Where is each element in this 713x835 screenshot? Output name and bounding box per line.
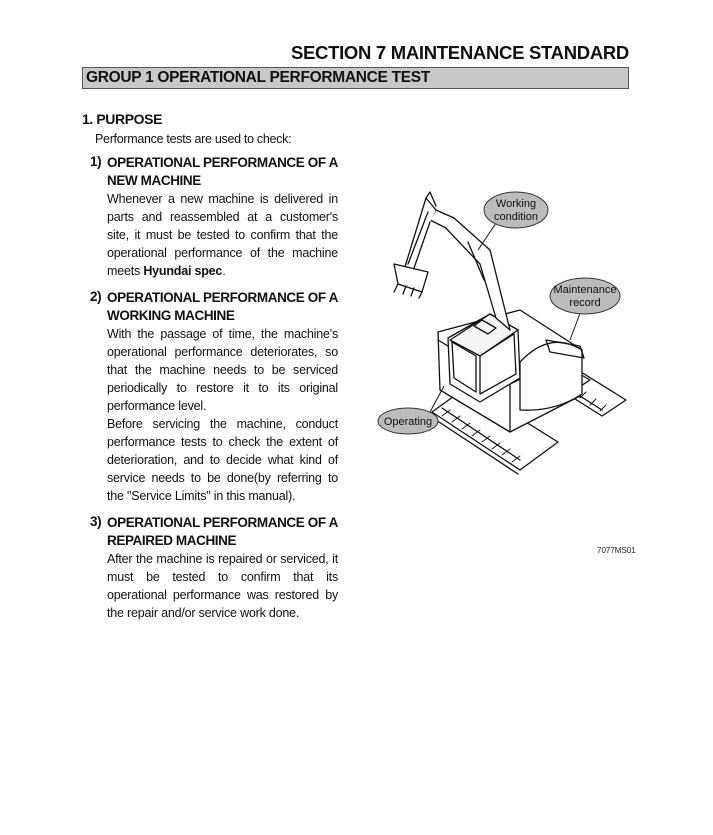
- item-body: After the machine is repaired or serviced, it must be tested to confirm that its operational performance was restored by the repair and/or service work done.: [107, 552, 338, 620]
- item-number: 2): [90, 289, 102, 304]
- boom: [442, 218, 510, 330]
- excavator-illustration: [370, 180, 635, 480]
- item-body-emphasis: Hyundai spec: [143, 264, 223, 278]
- callout-working-line2: condition: [493, 211, 539, 223]
- callout-operating: [378, 408, 438, 434]
- callout-working-condition: [484, 192, 548, 228]
- item-new-machine: [90, 154, 338, 280]
- item-number: 3): [90, 514, 102, 529]
- item-heading: OPERATIONAL PERFORMANCE OF A REPAIRED MACHINE: [107, 515, 338, 548]
- item-number: 1): [90, 154, 102, 169]
- callout-working-leader: [478, 220, 498, 250]
- callout-working-line1: Working: [495, 198, 537, 210]
- item-paragraph: Before servicing the machine, conduct performance tests to check the extent of deterioration, and to decide what kind of service needs to be done(by referring to the "Service Limits" in this manual).: [107, 417, 338, 503]
- item-body: [107, 325, 338, 505]
- group-title-bar: GROUP 1 OPERATIONAL PERFORMANCE TEST: [82, 67, 629, 89]
- callout-maintenance-line2: record: [569, 297, 601, 309]
- purpose-heading: 1. PURPOSE: [82, 111, 163, 127]
- section-title: SECTION 7 MAINTENANCE STANDARD: [290, 42, 629, 63]
- item-body-end: .: [222, 264, 226, 278]
- figure-code: 7077MS01: [597, 546, 636, 555]
- item-repaired-machine: [90, 514, 338, 622]
- item-heading: OPERATIONAL PERFORMANCE OF A NEW MACHINE: [107, 155, 338, 188]
- item-body-text: Whenever a new machine is delivered in parts and reassembled at a customer's site, it must be tested to confirm that the operational performance of the machine meets: [107, 192, 338, 278]
- callout-operating-text: Operating: [383, 416, 433, 428]
- callout-maintenance-record: [550, 278, 620, 314]
- purpose-intro: Performance tests are used to check:: [95, 132, 292, 146]
- bucket: [394, 264, 428, 292]
- callout-maintenance-line1: Maintenance: [553, 284, 617, 296]
- item-heading: OPERATIONAL PERFORMANCE OF A WORKING MACHINE: [107, 290, 338, 323]
- item-paragraph: With the passage of time, the machine's operational performance deteriorates, so that the machine needs to be serviced periodically to restore it to its original performance level.: [107, 327, 338, 413]
- item-body: [107, 190, 338, 280]
- item-working-machine: [90, 289, 338, 505]
